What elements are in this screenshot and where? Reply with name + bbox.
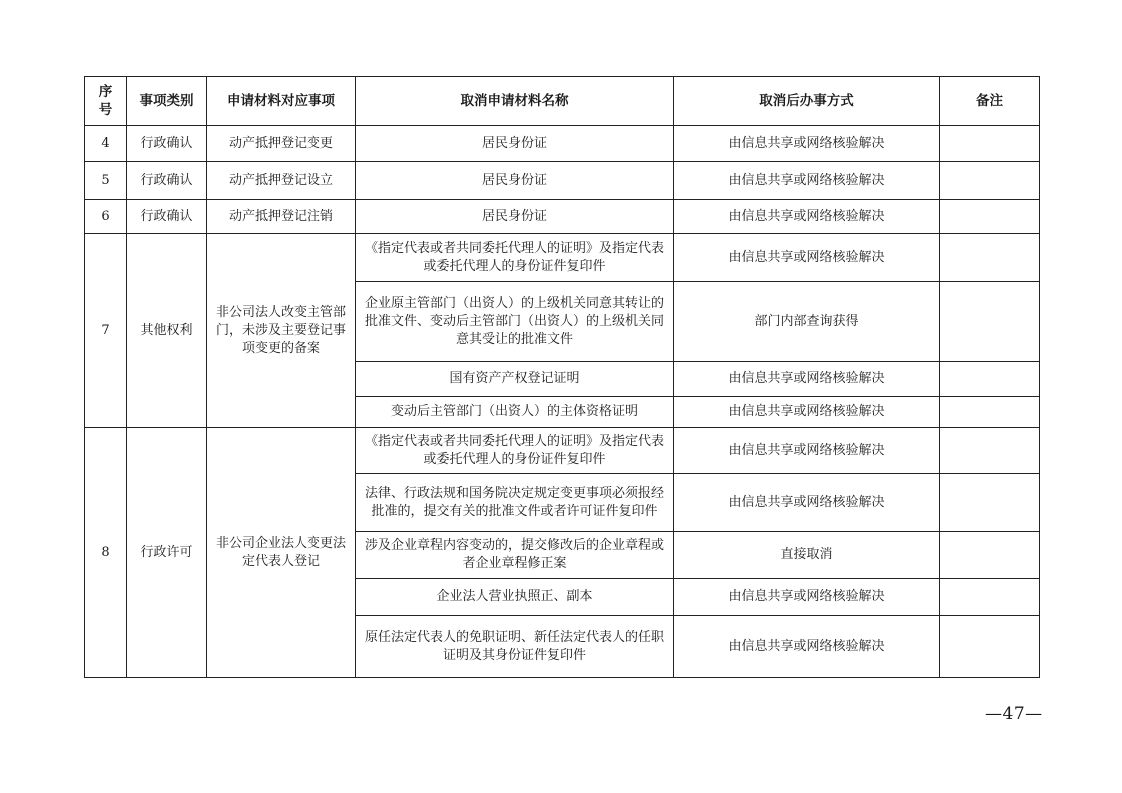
cell-material: 涉及企业章程内容变动的，提交修改后的企业章程或者企业章程修正案 — [356, 532, 674, 579]
cell-remark — [940, 282, 1040, 362]
table-row — [85, 234, 1040, 282]
cell-material: 国有资产产权登记证明 — [356, 362, 674, 397]
cell-remark — [940, 362, 1040, 397]
cell-method: 由信息共享或网络核验解决 — [674, 126, 940, 162]
materials-table — [84, 76, 1040, 678]
cell-method: 由信息共享或网络核验解决 — [674, 162, 940, 200]
cell-method: 由信息共享或网络核验解决 — [674, 616, 940, 678]
cell-seq: 6 — [85, 200, 127, 234]
header-seq: 序 号 — [85, 77, 127, 126]
cell-material: 变动后主管部门（出资人）的主体资格证明 — [356, 397, 674, 428]
cell-method: 由信息共享或网络核验解决 — [674, 362, 940, 397]
header-method: 取消后办事方式 — [674, 77, 940, 126]
cell-category: 其他权利 — [127, 234, 207, 428]
cell-seq: 7 — [85, 234, 127, 428]
cell-category: 行政确认 — [127, 200, 207, 234]
cell-remark — [940, 474, 1040, 532]
cell-material: 《指定代表或者共同委托代理人的证明》及指定代表或委托代理人的身份证件复印件 — [356, 234, 674, 282]
cell-material: 居民身份证 — [356, 162, 674, 200]
cell-material: 居民身份证 — [356, 126, 674, 162]
header-remark: 备注 — [940, 77, 1040, 126]
cell-category: 行政确认 — [127, 162, 207, 200]
cell-matter: 非公司企业法人变更法定代表人登记 — [207, 428, 356, 678]
table-row — [85, 162, 1040, 200]
cell-remark — [940, 579, 1040, 616]
header-category: 事项类别 — [127, 77, 207, 126]
cell-remark — [940, 616, 1040, 678]
cell-seq: 8 — [85, 428, 127, 678]
cell-matter: 动产抵押登记注销 — [207, 200, 356, 234]
cell-remark — [940, 532, 1040, 579]
header-row — [85, 77, 1040, 126]
cell-method: 部门内部查询获得 — [674, 282, 940, 362]
cell-method: 由信息共享或网络核验解决 — [674, 474, 940, 532]
cell-matter: 动产抵押登记变更 — [207, 126, 356, 162]
cell-remark — [940, 428, 1040, 474]
header-matter: 申请材料对应事项 — [207, 77, 356, 126]
cell-seq: 4 — [85, 126, 127, 162]
cell-material: 《指定代表或者共同委托代理人的证明》及指定代表或委托代理人的身份证件复印件 — [356, 428, 674, 474]
cell-material: 企业原主管部门（出资人）的上级机关同意其转让的批准文件、变动后主管部门（出资人）的上级机关同意其受让的批准文件 — [356, 282, 674, 362]
page-number: —47— — [985, 704, 1043, 724]
cell-remark — [940, 200, 1040, 234]
cell-method: 由信息共享或网络核验解决 — [674, 397, 940, 428]
cell-remark — [940, 126, 1040, 162]
header-material: 取消申请材料名称 — [356, 77, 674, 126]
table-row — [85, 126, 1040, 162]
cell-matter: 非公司法人改变主管部门，未涉及主要登记事项变更的备案 — [207, 234, 356, 428]
table-row — [85, 200, 1040, 234]
cell-method: 由信息共享或网络核验解决 — [674, 579, 940, 616]
cell-material: 原任法定代表人的免职证明、新任法定代表人的任职证明及其身份证件复印件 — [356, 616, 674, 678]
cell-seq: 5 — [85, 162, 127, 200]
cell-matter: 动产抵押登记设立 — [207, 162, 356, 200]
cell-material: 居民身份证 — [356, 200, 674, 234]
cell-material: 法律、行政法规和国务院决定规定变更事项必须报经批准的，提交有关的批准文件或者许可证件复印件 — [356, 474, 674, 532]
cell-method: 由信息共享或网络核验解决 — [674, 428, 940, 474]
cell-method: 直接取消 — [674, 532, 940, 579]
cell-category: 行政确认 — [127, 126, 207, 162]
cell-material: 企业法人营业执照正、副本 — [356, 579, 674, 616]
cell-method: 由信息共享或网络核验解决 — [674, 234, 940, 282]
cell-method: 由信息共享或网络核验解决 — [674, 200, 940, 234]
cell-remark — [940, 162, 1040, 200]
cell-remark — [940, 397, 1040, 428]
cell-category: 行政许可 — [127, 428, 207, 678]
cell-remark — [940, 234, 1040, 282]
table-row — [85, 428, 1040, 474]
